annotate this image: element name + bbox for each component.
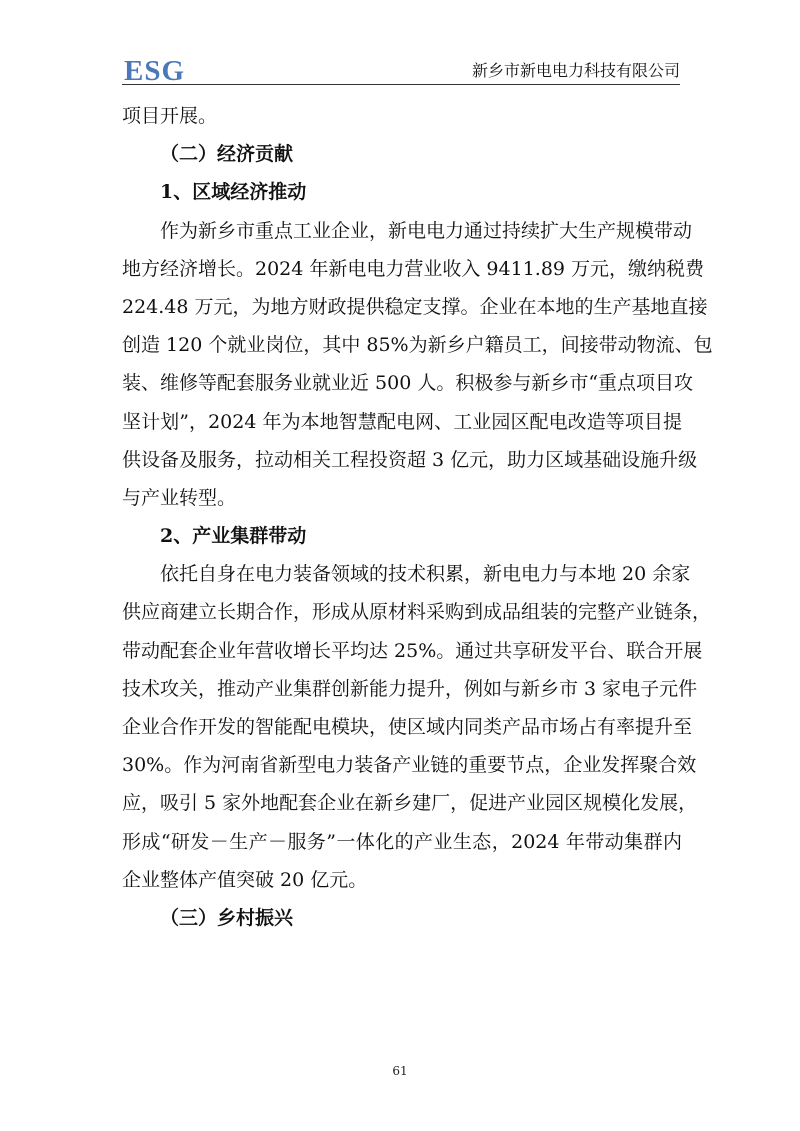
paragraph-line: 供应商建立长期合作，形成从原材料采购到成品组装的完整产业链条， (122, 601, 712, 624)
subsection-1-title: 1、区域经济推动 (160, 181, 307, 204)
company-name: 新乡市新电电力科技有限公司 (471, 61, 680, 80)
paragraph-line: 坚计划”，2024 年为本地智慧配电网、工业园区配电改造等项目提 (122, 410, 682, 433)
paragraph-line: 企业合作开发的智能配电模块，使区域内同类产品市场占有率提升至 (122, 716, 693, 738)
subsection-2-title: 2、产业集群带动 (160, 525, 307, 548)
paragraph-line: 带动配套企业年营收增长平均达 25%。通过共享研发平台、联合开展 (122, 639, 703, 662)
paragraph-regional-economy (122, 212, 713, 518)
paragraph-line: 形成“研发－生产－服务”一体化的产业生态，2024 年带动集群内 (122, 830, 682, 853)
paragraph-line: 供设备及服务，拉动相关工程投资超 3 亿元，助力区域基础设施升级 (122, 448, 698, 471)
paragraph-line: 企业整体产值突破 20 亿元。 (122, 868, 368, 891)
paragraph-line: 技术攻关，推动产业集群创新能力提升，例如与新乡市 3 家电子元件 (122, 677, 698, 700)
paragraph-line: 依托自身在电力装备领域的技术积累，新电电力与本地 20 余家 (160, 563, 691, 586)
section-2-title: （二）经济贡献 (160, 143, 294, 166)
paragraph-line: 装、维修等配套服务业就业近 500 人。积极参与新乡市“重点项目攻 (122, 372, 694, 395)
document-body (122, 97, 713, 937)
page-number: 61 (392, 1064, 408, 1078)
paragraph-line: 地方经济增长。2024 年新电电力营业收入 9411.89 万元，缴纳税费 (122, 257, 705, 280)
paragraph-line: 与产业转型。 (122, 486, 237, 509)
paragraph-line: 作为新乡市重点工业企业，新电电力通过持续扩大生产规模带动 (160, 219, 693, 242)
paragraph-industrial-cluster (122, 555, 712, 899)
continuation-text: 项目开展。 (122, 105, 218, 127)
page-header (122, 50, 680, 85)
paragraph-line: 30%。作为河南省新型电力装备产业链的重要节点，企业发挥聚合效 (122, 754, 697, 777)
paragraph-line: 224.48 万元，为地方财政提供稳定支撑。企业在本地的生产基地直接 (122, 295, 708, 318)
esg-logo: ESG (124, 55, 186, 87)
section-3-title: （三）乡村振兴 (160, 906, 294, 929)
paragraph-line: 应，吸引 5 家外地配套企业在新乡建厂，促进产业园区规模化发展， (122, 792, 698, 815)
paragraph-line: 创造 120 个就业岗位，其中 85%为新乡户籍员工，间接带动物流、包 (122, 334, 713, 357)
